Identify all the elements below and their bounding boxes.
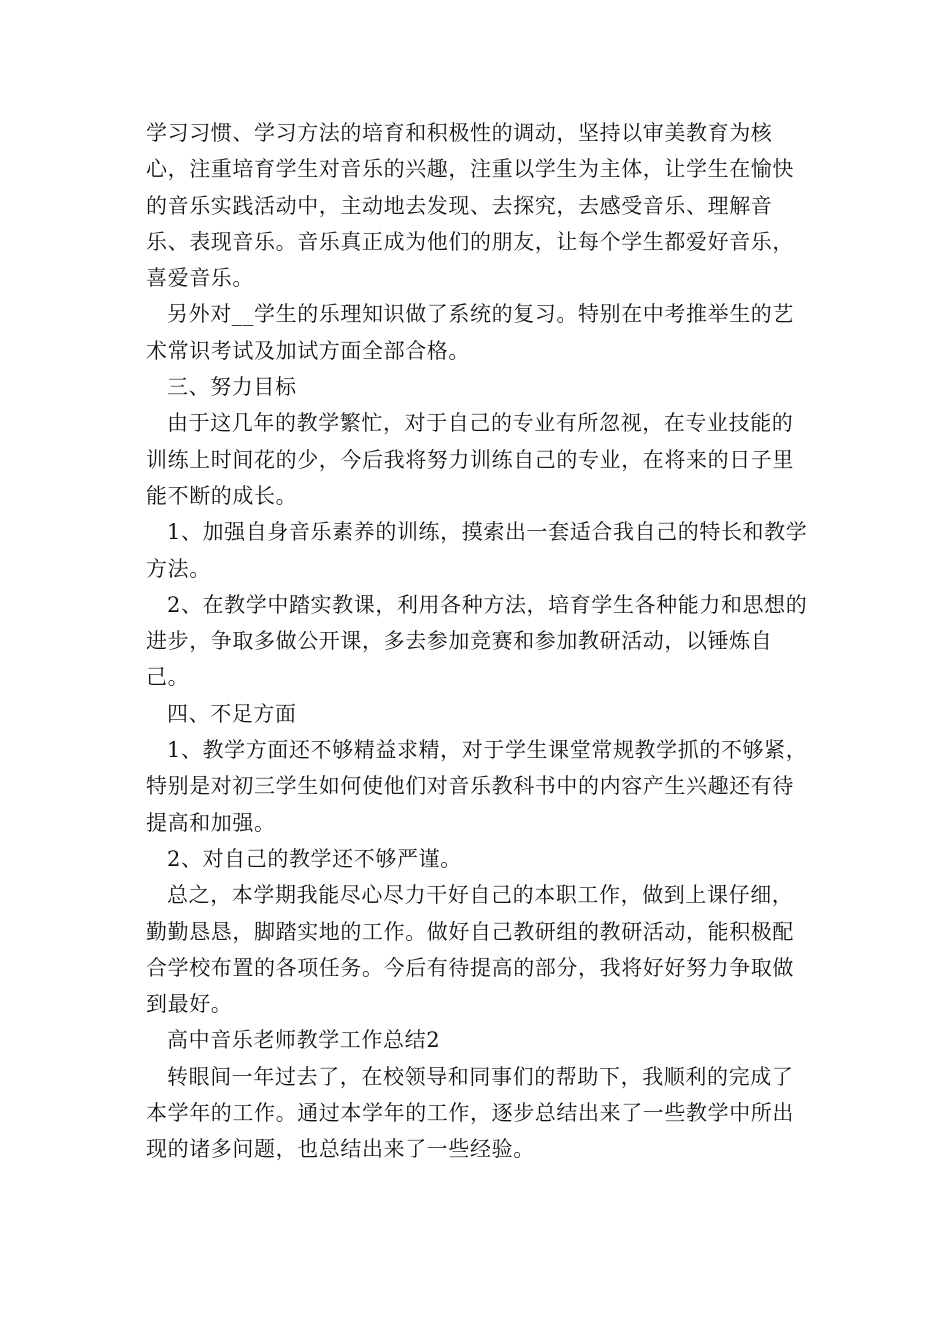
section-heading-goals: 三、努力目标	[167, 375, 297, 400]
list-item-goal-2: 2、在教学中踏实教课，利用各种方法，培育学生各种能力和思想的进步，争取多做公开课，多去参加竞赛和参加教研活动，以锤炼自己。	[146, 592, 808, 690]
document-title-2: 高中音乐老师教学工作总结2	[167, 1028, 441, 1053]
paragraph-theory-review: 另外对__学生的乐理知识做了系统的复习。特别在中考推举生的艺术常识考试及加试方面全部合格。	[146, 302, 794, 363]
section-heading-shortcomings: 四、不足方面	[167, 701, 297, 726]
paragraph-continuation: 学习习惯、学习方法的培育和积极性的调动，坚持以审美教育为核心，注重培育学生对音乐的兴趣，注重以学生为主体，让学生在愉快的音乐实践活动中，主动地去发现、去探究，去感受音乐、理解音乐、表现音乐。音乐真正成为他们的朋友，让每个学生都爱好音乐，喜爱音乐。	[146, 121, 794, 291]
list-item-shortcoming-2: 2、对自己的教学还不够严谨。	[167, 846, 462, 871]
paragraph-conclusion: 总之，本学期我能尽心尽力干好自己的本职工作，做到上课仔细，勤勤恳恳，脚踏实地的工作。做好自己教研组的教研活动，能积极配合学校布置的各项任务。今后有待提高的部分，我将好好努力争取做到最好。	[146, 883, 794, 1017]
list-item-goal-1: 1、加强自身音乐素养的训练，摸索出一套适合我自己的特长和教学方法。	[146, 520, 808, 581]
paragraph-goals-intro: 由于这几年的教学繁忙，对于自己的专业有所忽视，在专业技能的训练上时间花的少，今后我将努力训练自己的专业，在将来的日子里能不断的成长。	[146, 411, 794, 508]
list-item-shortcoming-1: 1、教学方面还不够精益求精，对于学生课堂常规教学抓的不够紧，特别是对初三学生如何使他们对音乐教科书中的内容产生兴趣还有待提高和加强。	[146, 738, 808, 835]
paragraph-summary-2-intro: 转眼间一年过去了，在校领导和同事们的帮助下，我顺利的完成了本学年的工作。通过本学年的工作，逐步总结出来了一些教学中所出现的诸多问题，也总结出来了一些经验。	[146, 1064, 794, 1162]
